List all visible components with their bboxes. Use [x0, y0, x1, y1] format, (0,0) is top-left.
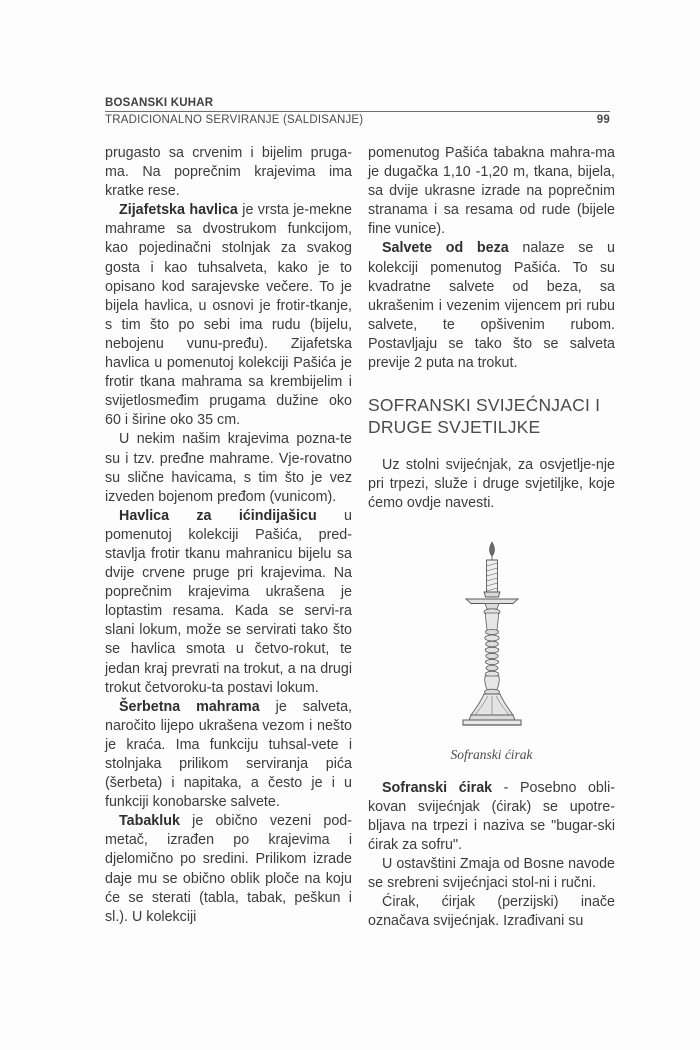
- paragraph: [368, 855, 615, 893]
- right-text-column: [368, 144, 615, 931]
- paragraph: [105, 201, 352, 430]
- paragraph-text: nalaze se u kolekciji pomenutog Pašića. To su kvadratne salvete od beza, sa ukrašenim i vezenim vijencem pri rubu salvete, te opšivenim rubom. Postavljaju se tako što se salveta previje 2 puta na trokut.: [368, 240, 615, 372]
- paragraph-lead-term: Havlica za ićindijašicu: [119, 507, 317, 524]
- paragraph-text: je obično vezeni pod-metač, izrađen po krajevima i djelomično po sredini. Prilikom izrade daje mu se obično oblik ploče na koju će se sterati (tabla, tabak, peškun i sl.). U kolekciji: [105, 813, 352, 925]
- left-text-column: [105, 144, 352, 927]
- paragraph-lead-term: Salvete od beza: [382, 240, 509, 257]
- paragraph-lead-term: Tabakluk: [119, 813, 180, 830]
- running-head: [105, 96, 610, 128]
- figure-caption: Sofranski ćirak: [450, 747, 533, 763]
- section-title: TRADICIONALNO SERVIRANJE (SALDISANJE): [105, 114, 364, 126]
- paragraph-text: pomenutog Pašića tabakna mahra-ma je dugačka 1,10 -1,20 m, tkana, bijela, sa dvije ukrasne izrade na poprečnim stranama i sa resama od rude (bijele fine vunice).: [368, 145, 615, 238]
- paragraph-lead-term: Sofranski ćirak: [382, 779, 493, 796]
- paragraph: [105, 430, 352, 506]
- sofranski-cirak-illustration: [368, 539, 615, 739]
- paragraph-text: je salveta, naročito lijepo ukrašena vezom i nešto je kraća. Ima funkciju tuhsal-vete i stolnjaka prilikom serviranja pića (šerbeta) i napitaka, a često je i u funkciji konobarske salvete.: [105, 698, 352, 811]
- paragraph-lead-term: Zijafetska havlica: [119, 202, 238, 219]
- paragraph: [368, 779, 615, 855]
- header-section-row: [105, 112, 610, 128]
- paragraph-text: Uz stolni svijećnjak, za osvjetlje-nje pri trpezi, služe i druge svjetiljke, koje ćemo ovdje navesti.: [368, 457, 615, 512]
- paragraph-text: je vrsta je-mekne mahrame sa dvostrukom funkcijom, kao pojedinačni stolnjak za svakog gosta i kao tuhsalveta, kako je to opisano kod sarajevske večere. To je bijela havlica, u osnovi je frotir-tkanje, s tim što po sebi ima rudu (bijelu, nebojenu vunu-pređu). Zijafetska havlica u pomenutoj kolekciji Pašića je frotir tkana mahrama sa krembijelim i svijetlosmeđim prugama dužine oko 60 i širine oko 35 cm.: [105, 202, 352, 429]
- paragraph-text: U ostavštini Zmaja od Bosne navode se srebreni svijećnjaci stol-ni i ručni.: [368, 855, 615, 891]
- page-number: 99: [596, 114, 610, 126]
- paragraph-lead-term: Šerbetna mahrama: [119, 698, 260, 715]
- paragraph-text: Ćirak, ćirjak (perzijski) inače označava svijećnjak. Izrađivani su: [368, 894, 615, 930]
- paragraph: [105, 144, 352, 201]
- paragraph: [368, 144, 615, 239]
- paragraph: [368, 456, 615, 513]
- paragraph: [105, 507, 352, 698]
- paragraph-text: - Posebno obli-kovan svijećnjak (ćirak) se upotre-bljava na trpezi i naziva se "bugar-ski ćirak za sofru".: [368, 779, 616, 853]
- paragraph: [368, 893, 615, 931]
- paragraph-text: prugasto sa crvenim i bijelim pruga-ma. Na poprečnim krajevima ima kratke rese.: [105, 145, 352, 200]
- candlestick-icon: [427, 539, 557, 739]
- section-heading: SOFRANSKI SVIJEĆNJACI I DRUGE SVJETILJKE: [368, 395, 601, 437]
- book-title: BOSANSKI KUHAR: [105, 97, 214, 109]
- paragraph-text: U nekim našim krajevima pozna-te su i tzv. pređne mahrame. Vje-rovatno su slične havicama, s tim što je vez izveden bojenom pređom (vunicom).: [105, 431, 352, 505]
- paragraph: [105, 812, 352, 927]
- paragraph-text: u pomenutoj kolekciji Pašića, pred-stavlja frotir tkanu mahranicu bijelu sa dvije crvene pruge pri krajevima. Na poprečnim krajevima ukrašena je loptastim resama. Kada se servi-ra slani lokum, može se servirati tako što se havlica smota u četvo-rokut, te jedan kraj prevrati na trokut, a na drugi trokut četvoroku-ta postavi lokum.: [105, 507, 352, 696]
- paragraph: [105, 698, 352, 813]
- paragraph: [368, 239, 615, 373]
